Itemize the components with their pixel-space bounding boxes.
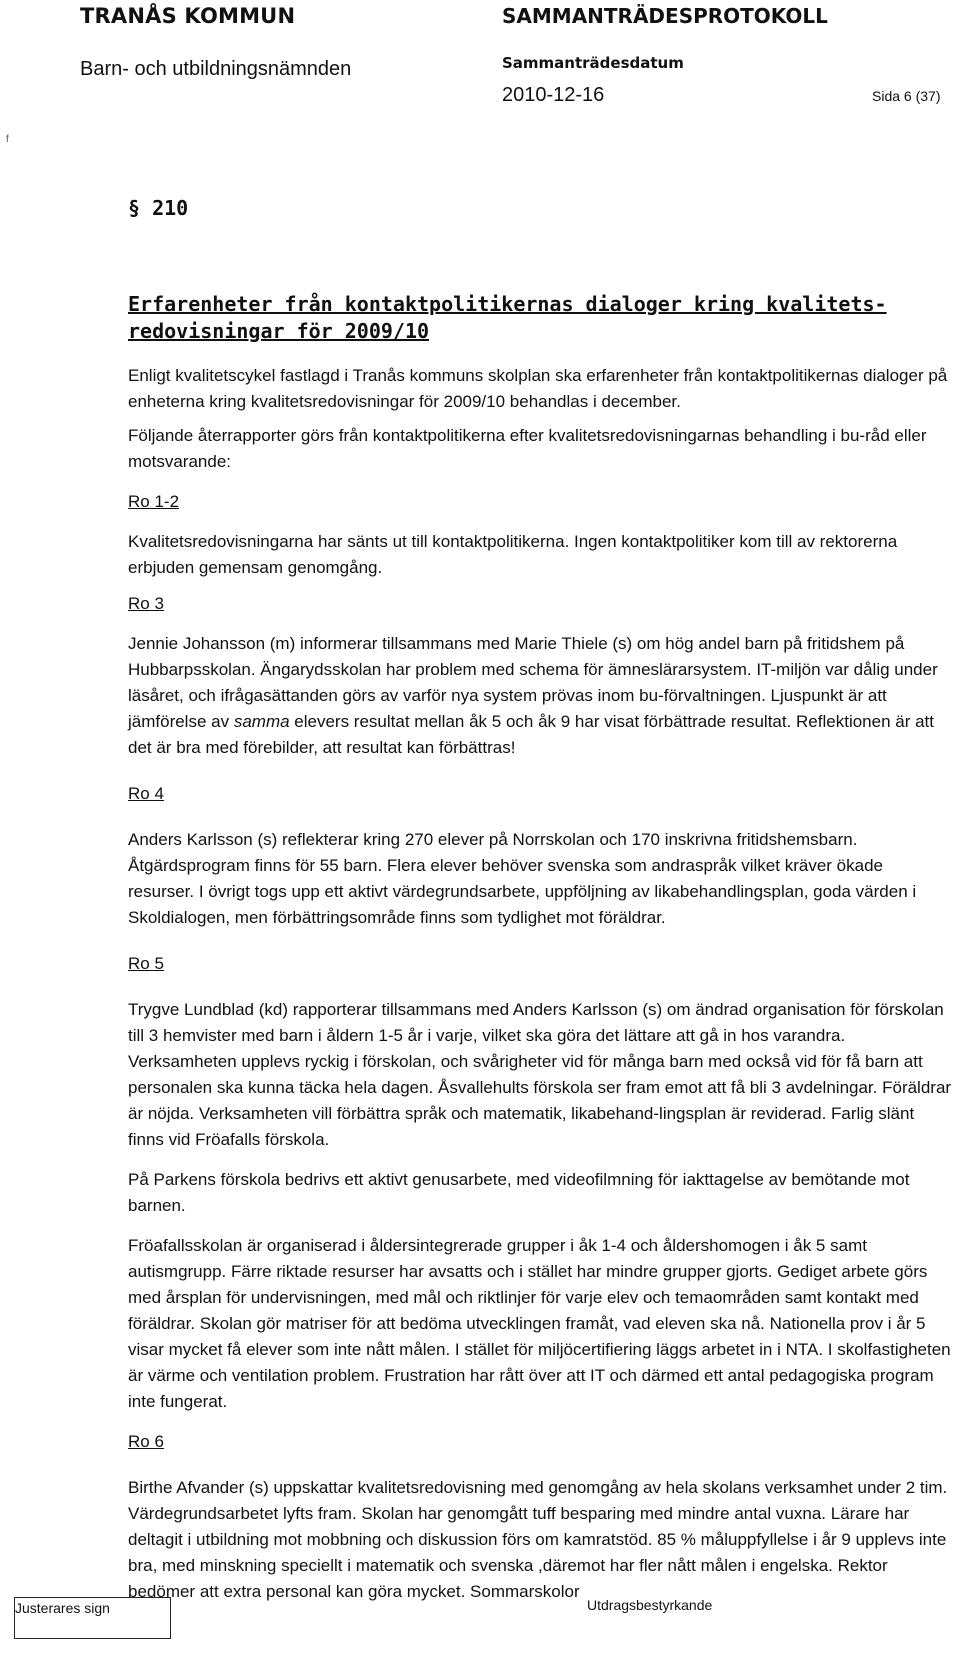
report-intro: Följande återrapporter görs från kontaktpolitikerna efter kvalitetsredovisningarnas behandling i bu-råd eller motsvarande: xyxy=(128,426,927,471)
document-body xyxy=(128,363,953,1605)
signers-label: Justerares sign xyxy=(15,1600,110,1616)
ro12-text: Kvalitetsredovisningarna har sänts ut till kontaktpolitikerna. Ingen kontaktpolitiker kom till av rektorerna erbjuden gemensam genomgång. xyxy=(128,532,898,577)
meeting-date-label: Sammanträdesdatum xyxy=(502,54,684,72)
ro3-text-end: elevers resultat mellan åk 5 och åk 9 har visat förbättrade resultat. Reflektionen är att det är bra med förebilder, att resultat kan förbättras! xyxy=(128,712,935,757)
committee-name: Barn- och utbildningsnämnden xyxy=(80,58,352,80)
ro3-text xyxy=(128,631,953,761)
stray-mark: f xyxy=(6,134,9,145)
signers-box xyxy=(14,1597,171,1639)
page-number: Sida 6 (37) xyxy=(872,88,941,104)
ro6-text: Birthe Afvander (s) uppskattar kvalitetsredovisning med genomgång av hela skolans verksamhet under 2 tim. Värdegrundsarbetet lyfts fram. Skolan har genomgått tuff besparing med mindre antal vuxna. Lärare har deltagit i utbildning mot mobbning och diskussion förs om kamratstöd. 85 % måluppfyllelse i år 9 upplevs inte bra, med minskning speciellt i matematik och svenska ,däremot har fler nått målen i engelska. Rektor bedömer att extra personal kan göra mycket. Sommarskolor xyxy=(128,1478,948,1601)
ro5-heading: Ro 5 xyxy=(128,954,164,973)
ro4-heading: Ro 4 xyxy=(128,784,164,803)
document-type: SAMMANTRÄDESPROTOKOLL xyxy=(502,4,828,28)
ro6-heading: Ro 6 xyxy=(128,1432,164,1451)
ro12-heading: Ro 1-2 xyxy=(128,492,180,511)
ro3-text-start: Jennie Johansson (m) informerar tillsammans med Marie Thiele (s) om hög andel barn på fritidshem på Hubbarpsskolan. Ängarydsskolan har problem med schema för ämneslärarsystem. IT-miljön var dålig under läsåret, och ifrågasättanden görs av varför nya system prövas inom bu-förvaltningen. Ljuspunkt är att jämförelse av xyxy=(128,634,938,731)
ro5-text-2: På Parkens förskola bedrivs ett aktivt genusarbete, med videofilmning för iakttagelse av bemötande mot barnen. xyxy=(128,1170,910,1215)
ro4-text: Anders Karlsson (s) reflekterar kring 270 elever på Norrskolan och 170 inskrivna fritidshemsbarn. Åtgärdsprogram finns för 55 barn. Flera elever behöver svenska som andraspråk vilket kräver ökade resurser. I övrigt togs upp ett aktivt värdegrundsarbete, uppföljning av likabehandlingsplan, goda värden i Skoldialogen, men förbättringsområde finns som tydlighet mot föräldrar. xyxy=(128,830,917,927)
meeting-date: 2010-12-16 xyxy=(502,84,605,106)
section-title: Erfarenheter från kontaktpolitikernas dialoger kring kvalitets-redovisningar för 2009/10 xyxy=(128,292,887,343)
municipality-name: TRANÅS KOMMUN xyxy=(80,4,296,28)
extract-label: Utdragsbestyrkande xyxy=(587,1597,713,1613)
ro5-text-1: Trygve Lundblad (kd) rapporterar tillsammans med Anders Karlsson (s) om ändrad organisation för förskolan till 3 hemvister med barn i åldern 1-5 år i varje, vilket ska göra det lättare att gå in hos varandra. Verksamheten upplevs ryckig i förskolan, och svårigheter vid för många barn med också vid för få barn att personalen ska kunna täcka hela dagen. Åsvallehults förskola ser fram emot att få bli 3 avdelningar. Föräldrar är nöjda. Verksamheten vill förbättra språk och matematik, likabehand-lingsplan är reviderad. Farlig slänt finns vid Fröafalls förskola. xyxy=(128,1000,952,1149)
paragraph-number: § 210 xyxy=(128,196,189,220)
ro3-heading: Ro 3 xyxy=(128,594,164,613)
ro5-text-3: Fröafallsskolan är organiserad i åldersintegrerade grupper i åk 1-4 och åldershomogen i åk 5 samt autismgrupp. Färre riktade resurser har avsatts och i stället har mindre grupper gjorts. Gediget arbete görs med årsplan för undervisningen, med mål och riktlinjer för varje elev och temaområden samt kontakt med föräldrar. Skolan gör matriser för att bedöma utvecklingen framåt, vad eleven ska nå. Nationella prov i år 5 visar mycket få elever som inte nått målen. I stället för miljöcertifiering läggs arbetet in i NTA. I skolfastigheten är värme och ventilation problem. Frustration har rått över att IT och därmed ett antal pedagogiska program inte fungerat. xyxy=(128,1236,951,1411)
ro3-emphasis: samma xyxy=(233,712,290,731)
intro-paragraph: Enligt kvalitetscykel fastlagd i Tranås kommuns skolplan ska erfarenheter från kontaktpolitikernas dialoger på enheterna kring kvalitetsredovisningar för 2009/10 behandlas i december. xyxy=(128,366,948,411)
